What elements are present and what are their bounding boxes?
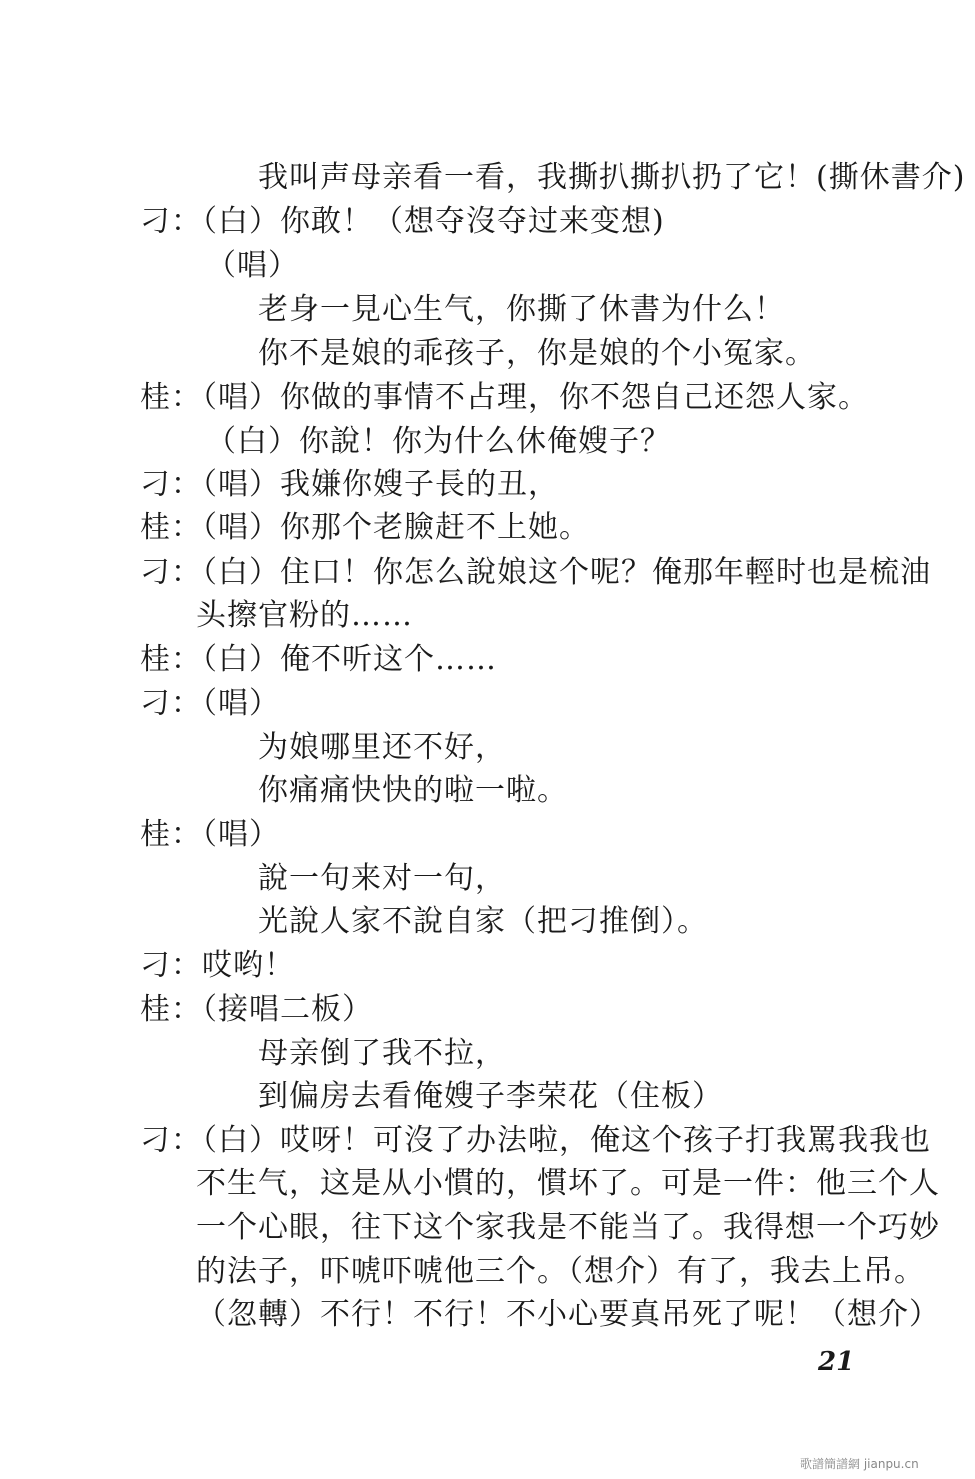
line-text: （白）你敢！（想夺沒夺过来变想) <box>202 204 665 239</box>
line-text: （接唱二板） <box>202 992 373 1027</box>
line-text: （白）哎呀！可沒了办法啦，俺这个孩子打我罵我我也 <box>202 1123 931 1158</box>
line-text: （唱） <box>202 817 280 852</box>
line-text: 說一句来对一句， <box>258 861 506 896</box>
text-line <box>196 1208 940 1248</box>
text-line <box>140 202 665 242</box>
text-line <box>206 422 671 462</box>
text-line <box>140 378 869 418</box>
speaker-label: 刁： <box>140 555 202 590</box>
line-text: （忽轉）不行！不行！不小心要真吊死了呢！（想介） <box>196 1297 940 1332</box>
line-text: 哎哟！ <box>202 948 295 983</box>
line-text: 到偏房去看俺嫂子李荣花（住板） <box>258 1079 723 1114</box>
text-line <box>196 1295 940 1335</box>
speaker-label: 桂： <box>140 510 202 545</box>
line-text: 老身一見心生气，你撕了休書为什么！ <box>258 292 785 327</box>
line-text: 为娘哪里还不好， <box>258 730 506 765</box>
text-line <box>258 771 568 811</box>
line-text: 不生气，这是从小慣的，慣坏了。可是一件：他三个人 <box>196 1166 940 1201</box>
speaker-label: 刁： <box>140 1123 202 1158</box>
line-text: （唱）你那个老臉赶不上她。 <box>202 510 590 545</box>
line-text: 光說人家不說自家（把刁推倒）。 <box>258 904 708 939</box>
text-line <box>258 859 506 899</box>
speaker-label: 桂： <box>140 642 202 677</box>
text-line <box>196 1164 940 1204</box>
text-line <box>140 553 931 593</box>
text-line <box>140 990 373 1030</box>
speaker-label: 刁： <box>140 467 202 502</box>
line-text: （唱） <box>202 686 280 721</box>
speaker-label: 刁： <box>140 686 202 721</box>
text-line <box>258 902 708 942</box>
text-line <box>258 290 785 330</box>
text-line <box>258 1034 506 1074</box>
line-text: 我叫声母亲看一看，我撕扒撕扒扔了它！(撕休書介) <box>258 160 966 195</box>
speaker-label: 桂： <box>140 817 202 852</box>
line-text: （白）俺不听这个…… <box>202 642 497 677</box>
text-line <box>140 946 295 986</box>
page-number: 21 <box>818 1347 855 1377</box>
line-text: （白）你說！你为什么休俺嫂子？ <box>206 424 671 459</box>
text-line <box>140 815 280 855</box>
speaker-label: 桂： <box>140 992 202 1027</box>
line-text: （唱）我嫌你嫂子長的丑， <box>202 467 559 502</box>
speaker-label: 桂： <box>140 380 202 415</box>
line-text: 你痛痛快快的啦一啦。 <box>258 773 568 808</box>
line-text: 的法子，吓唬吓唬他三个。（想介）有了，我去上吊。 <box>196 1254 925 1289</box>
text-line <box>206 246 299 286</box>
text-line <box>258 158 965 198</box>
line-text: （唱）你做的事情不占理，你不怨自己还怨人家。 <box>202 380 869 415</box>
line-text: 母亲倒了我不拉， <box>258 1036 506 1071</box>
site-watermark: 歌譜簡譜網 jianpu.cn <box>800 1457 919 1471</box>
text-line <box>140 640 497 680</box>
text-line <box>140 684 280 724</box>
text-line <box>140 508 590 548</box>
line-text: 头擦官粉的…… <box>196 598 413 633</box>
text-line <box>196 1252 925 1292</box>
text-line <box>258 728 506 768</box>
line-text: 一个心眼，往下这个家我是不能当了。我得想一个巧妙 <box>196 1210 940 1245</box>
text-line <box>258 1077 723 1117</box>
line-text: （唱） <box>206 248 299 283</box>
speaker-label: 刁： <box>140 948 202 983</box>
line-text: （白）住口！你怎么說娘这个呢？俺那年輕时也是梳油 <box>202 555 931 590</box>
text-line <box>140 1121 931 1161</box>
line-text: 你不是娘的乖孩子，你是娘的个小冤家。 <box>258 336 816 371</box>
text-line <box>140 465 559 505</box>
text-line <box>258 334 816 374</box>
speaker-label: 刁： <box>140 204 202 239</box>
text-line <box>196 596 413 636</box>
